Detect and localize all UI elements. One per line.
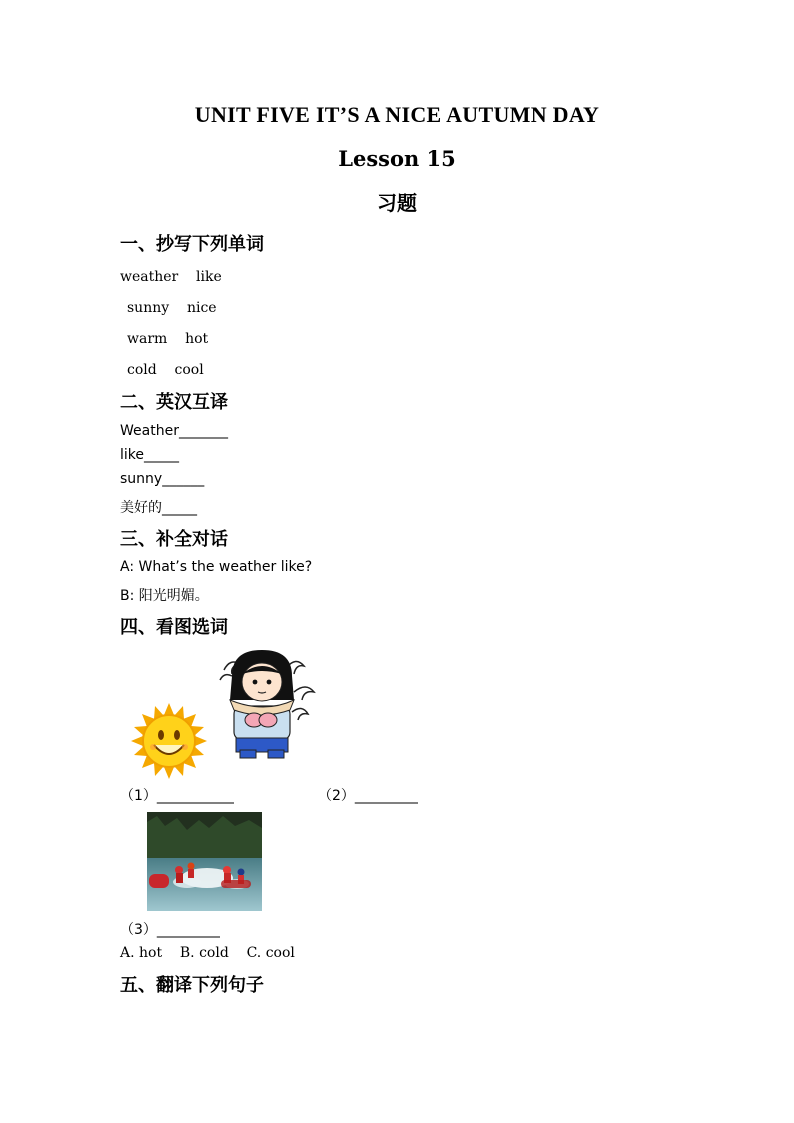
river-rafting-photo [147,812,262,911]
page-title: UNIT FIVE IT’S A NICE AUTUMN DAY [194,102,600,127]
section5-heading: 五、翻译下列句子 [120,975,264,996]
translate-item-4: 美好的_____ [120,500,197,516]
question-2: （2）_________ [318,788,418,804]
word-row-4: cold cool [127,362,204,378]
exercise-label: 习题 [377,191,417,215]
translate-item-3: sunny______ [120,471,205,487]
question-1: （1）___________ [120,788,234,804]
word-row-2: sunny nice [127,300,217,316]
sun-picture [126,702,212,780]
section2-heading: 二、英汉互译 [120,392,228,413]
word-row-1: weather like [120,269,222,285]
translate-item-2: like_____ [120,447,180,463]
word-row-3: warm hot [127,331,209,347]
section4-heading: 四、看图选词 [120,617,228,638]
answer-options: A. hot B. cold C. cool [120,945,295,961]
cold-girl-picture [216,650,322,760]
dialogue-line-a: A: What’s the weather like? [120,559,313,575]
translate-item-1: Weather_______ [120,423,228,439]
dialogue-line-b: B: 阳光明媚。 [120,588,209,604]
section1-heading: 一、抄写下列单词 [120,234,264,255]
question-3: （3）_________ [120,922,220,938]
section3-heading: 三、补全对话 [120,529,228,550]
lesson-title: Lesson 15 [338,146,456,171]
